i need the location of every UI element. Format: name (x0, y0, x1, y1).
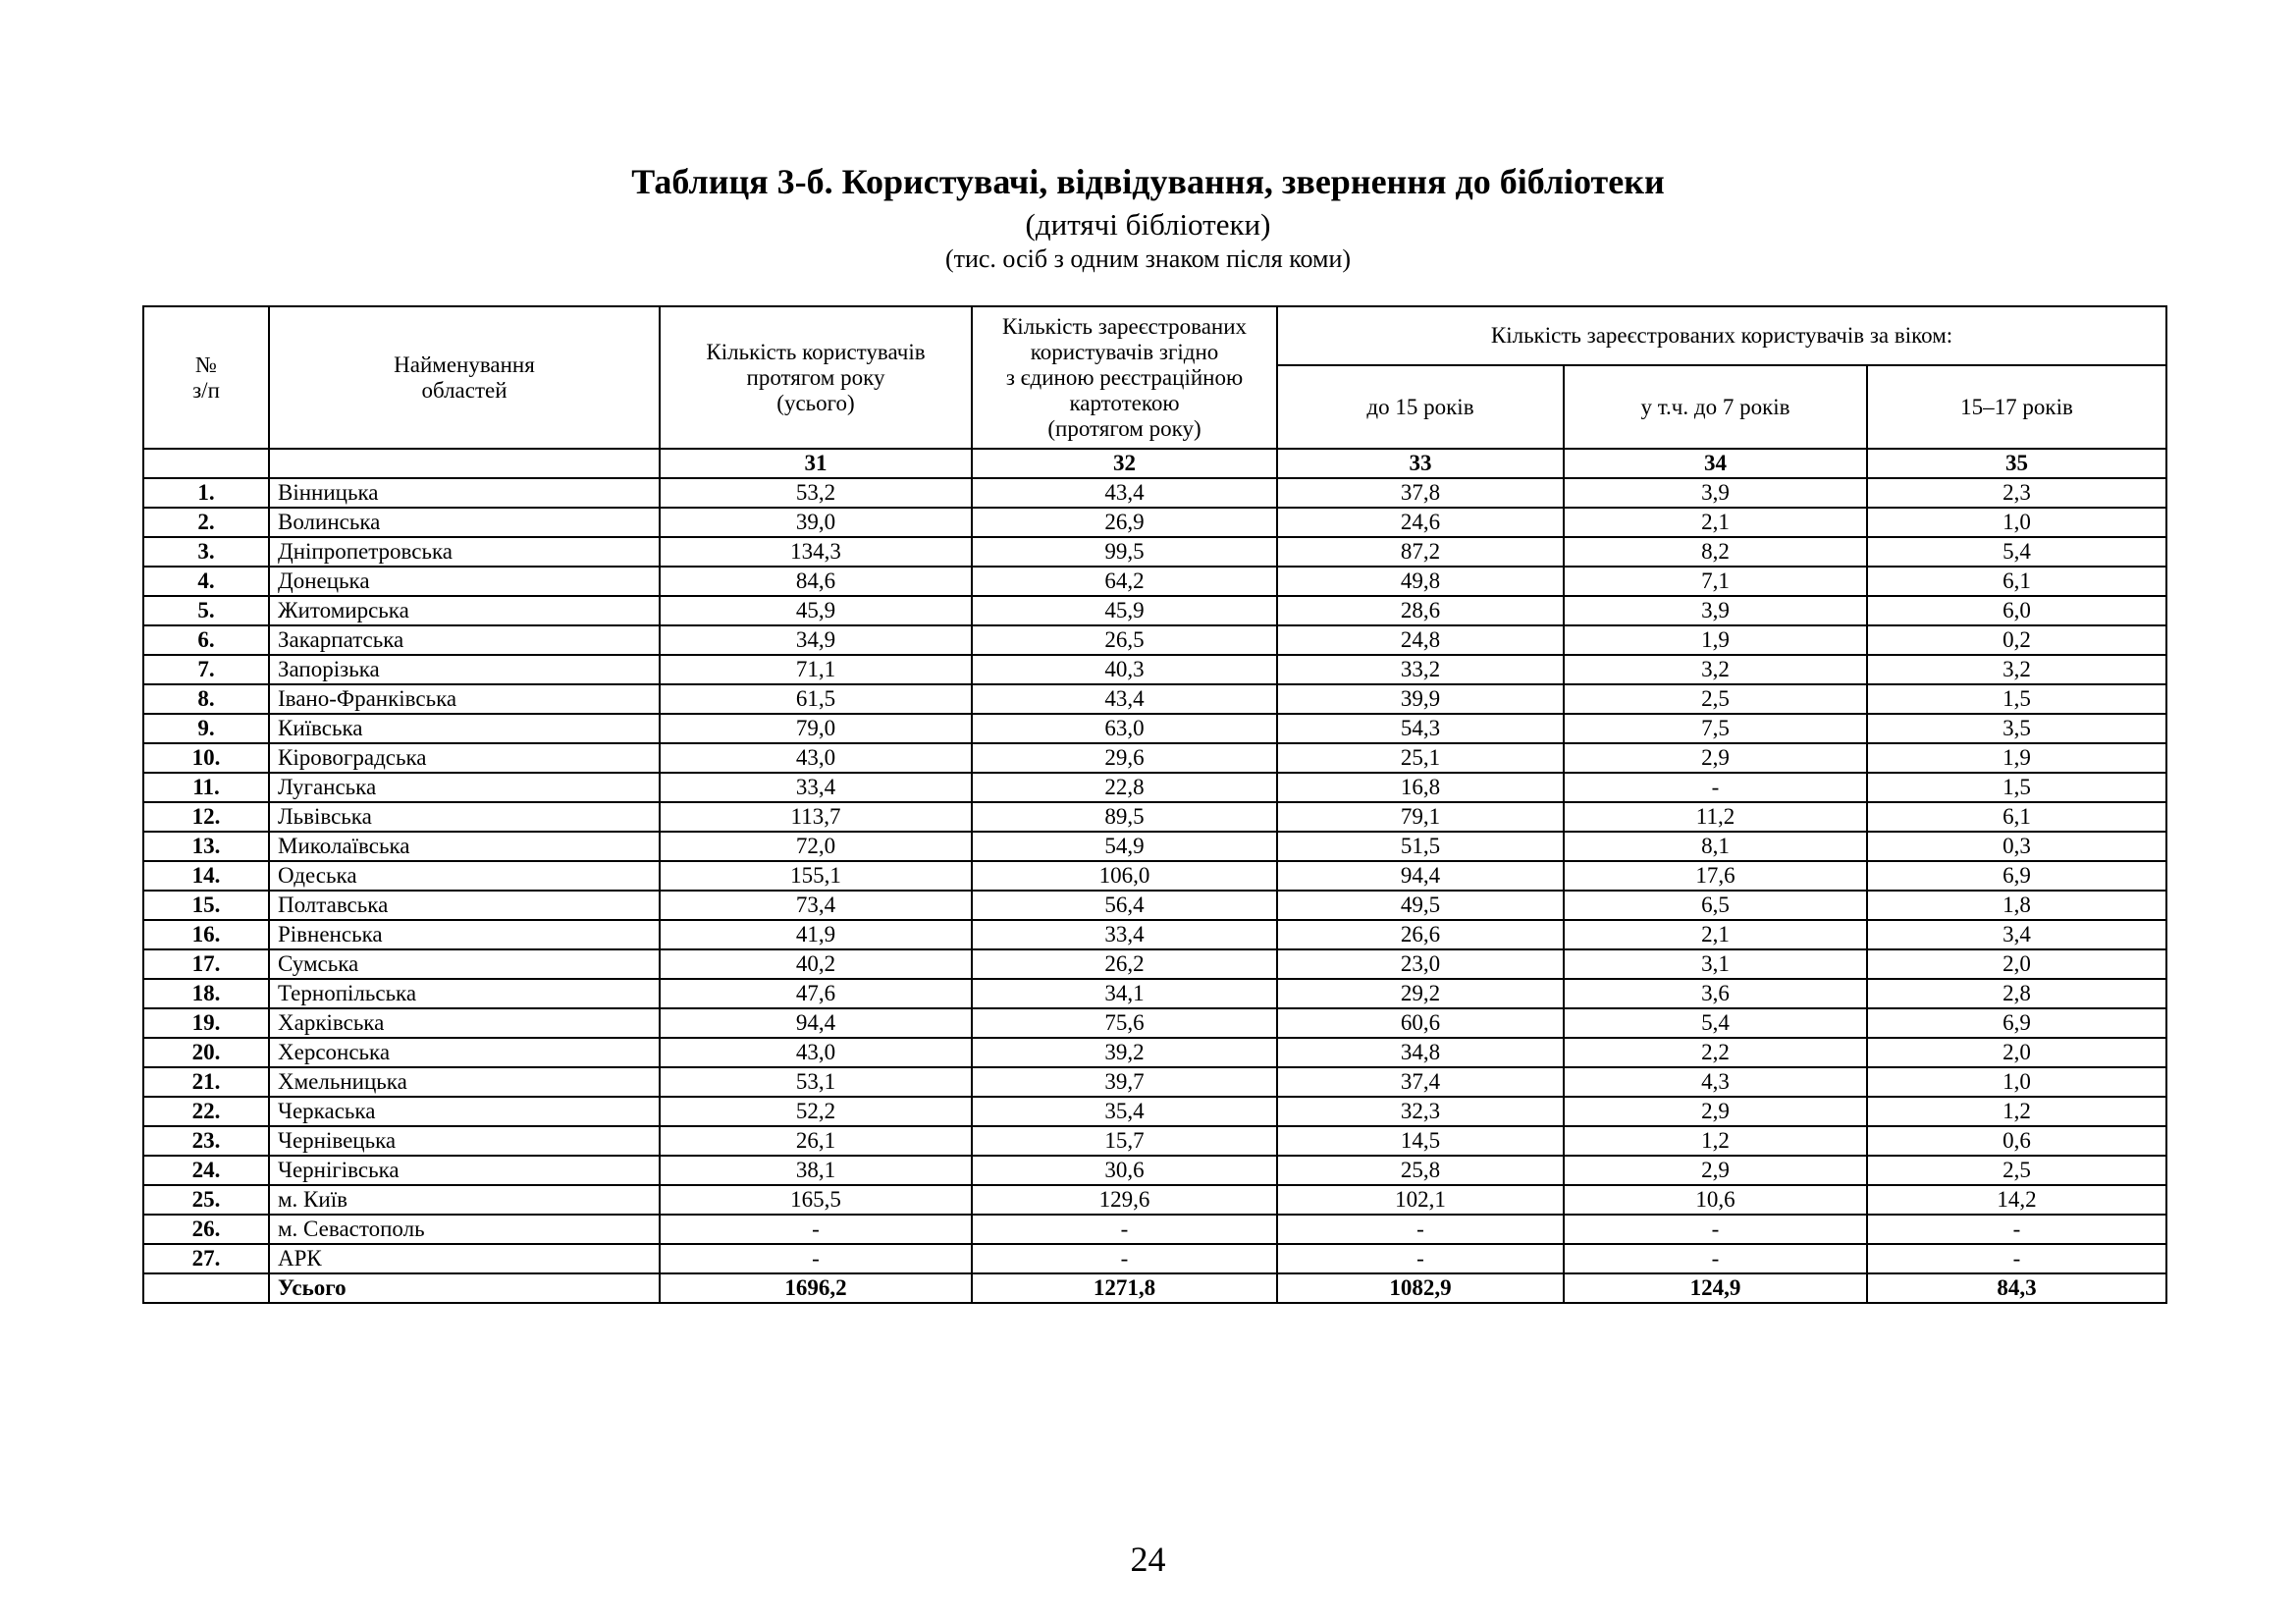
region-name: Полтавська (269, 891, 660, 920)
table-title: Таблиця 3-б. Користувачі, відвідування, звернення до бібліотеки (631, 162, 1665, 201)
value-cell: 72,0 (660, 832, 972, 861)
value-cell: 63,0 (972, 714, 1277, 743)
value-cell: 73,4 (660, 891, 972, 920)
value-cell: 87,2 (1277, 537, 1564, 567)
value-cell: 25,1 (1277, 743, 1564, 773)
value-cell: 2,5 (1867, 1156, 2166, 1185)
table-body (143, 478, 2166, 1303)
value-cell: 6,1 (1867, 802, 2166, 832)
value-cell: 129,6 (972, 1185, 1277, 1215)
region-name: Миколаївська (269, 832, 660, 861)
value-cell: - (1277, 1244, 1564, 1273)
row-number: 10. (143, 743, 269, 773)
region-name: Хмельницька (269, 1067, 660, 1097)
table-row (143, 1038, 2166, 1067)
value-cell: 75,6 (972, 1008, 1277, 1038)
value-cell: 99,5 (972, 537, 1277, 567)
table-row (143, 861, 2166, 891)
value-cell: 3,9 (1564, 478, 1867, 508)
value-cell: 40,3 (972, 655, 1277, 684)
value-cell: 1,5 (1867, 773, 2166, 802)
value-cell: 29,6 (972, 743, 1277, 773)
value-cell: - (1564, 773, 1867, 802)
value-cell: 2,9 (1564, 1156, 1867, 1185)
table-row (143, 949, 2166, 979)
value-cell: 35,4 (972, 1097, 1277, 1126)
value-cell: 3,2 (1867, 655, 2166, 684)
value-cell: 6,1 (1867, 567, 2166, 596)
value-cell: 49,5 (1277, 891, 1564, 920)
value-cell: 0,2 (1867, 625, 2166, 655)
row-number: 8. (143, 684, 269, 714)
value-cell: 45,9 (660, 596, 972, 625)
value-cell: 39,7 (972, 1067, 1277, 1097)
value-cell: 40,2 (660, 949, 972, 979)
value-cell: 14,2 (1867, 1185, 2166, 1215)
column-number: 33 (1277, 449, 1564, 478)
value-cell: 51,5 (1277, 832, 1564, 861)
value-cell: 15,7 (972, 1126, 1277, 1156)
total-row (143, 1273, 2166, 1303)
table-row (143, 625, 2166, 655)
row-number: 22. (143, 1097, 269, 1126)
value-cell: 1,0 (1867, 1067, 2166, 1097)
row-number: 18. (143, 979, 269, 1008)
value-cell: 1696,2 (660, 1273, 972, 1303)
value-cell: 106,0 (972, 861, 1277, 891)
row-number: 4. (143, 567, 269, 596)
value-cell: 3,4 (1867, 920, 2166, 949)
table-row (143, 714, 2166, 743)
value-cell: 25,8 (1277, 1156, 1564, 1185)
value-cell: 0,3 (1867, 832, 2166, 861)
region-name: Черкаська (269, 1097, 660, 1126)
header-users-total: Кількість користувачів протягом року (усього) (660, 306, 972, 449)
table-row (143, 891, 2166, 920)
value-cell: 29,2 (1277, 979, 1564, 1008)
table-row (143, 567, 2166, 596)
value-cell: 8,1 (1564, 832, 1867, 861)
value-cell: 33,4 (660, 773, 972, 802)
value-cell: 1,9 (1867, 743, 2166, 773)
row-number: 9. (143, 714, 269, 743)
value-cell: - (1867, 1244, 2166, 1273)
region-name: Донецька (269, 567, 660, 596)
statistics-table (142, 305, 2167, 1304)
region-name: Тернопільська (269, 979, 660, 1008)
value-cell: 1271,8 (972, 1273, 1277, 1303)
value-cell: 89,5 (972, 802, 1277, 832)
value-cell: 43,4 (972, 684, 1277, 714)
value-cell: 53,1 (660, 1067, 972, 1097)
value-cell: 49,8 (1277, 567, 1564, 596)
column-number: 31 (660, 449, 972, 478)
row-number: 3. (143, 537, 269, 567)
value-cell: - (1867, 1215, 2166, 1244)
value-cell: 24,6 (1277, 508, 1564, 537)
row-number: 25. (143, 1185, 269, 1215)
value-cell: 26,9 (972, 508, 1277, 537)
value-cell: 84,6 (660, 567, 972, 596)
row-number: 7. (143, 655, 269, 684)
region-name: Вінницька (269, 478, 660, 508)
value-cell: 102,1 (1277, 1185, 1564, 1215)
table-row (143, 773, 2166, 802)
region-name: Волинська (269, 508, 660, 537)
table-row (143, 1097, 2166, 1126)
value-cell: 45,9 (972, 596, 1277, 625)
region-name: Харківська (269, 1008, 660, 1038)
table-row (143, 920, 2166, 949)
value-cell: 34,1 (972, 979, 1277, 1008)
region-name: Чернівецька (269, 1126, 660, 1156)
value-cell: 39,2 (972, 1038, 1277, 1067)
region-name: Херсонська (269, 1038, 660, 1067)
column-number-blank (143, 449, 269, 478)
region-name: м. Севастополь (269, 1215, 660, 1244)
value-cell: 2,9 (1564, 1097, 1867, 1126)
value-cell: 79,0 (660, 714, 972, 743)
value-cell: 64,2 (972, 567, 1277, 596)
value-cell: 1,2 (1564, 1126, 1867, 1156)
header-under-7: у т.ч. до 7 років (1564, 365, 1867, 449)
row-number: 21. (143, 1067, 269, 1097)
value-cell: 47,6 (660, 979, 972, 1008)
value-cell: 26,5 (972, 625, 1277, 655)
value-cell: 2,0 (1867, 949, 2166, 979)
row-number: 11. (143, 773, 269, 802)
row-number: 17. (143, 949, 269, 979)
header-15-17: 15–17 років (1867, 365, 2166, 449)
value-cell: 33,4 (972, 920, 1277, 949)
region-name: Кіровоградська (269, 743, 660, 773)
table-row (143, 1008, 2166, 1038)
value-cell: 30,6 (972, 1156, 1277, 1185)
row-number: 15. (143, 891, 269, 920)
row-number: 6. (143, 625, 269, 655)
row-number: 12. (143, 802, 269, 832)
region-name: м. Київ (269, 1185, 660, 1215)
region-name: Дніпропетровська (269, 537, 660, 567)
row-number: 13. (143, 832, 269, 861)
table-row (143, 832, 2166, 861)
region-name: Рівненська (269, 920, 660, 949)
value-cell: 17,6 (1564, 861, 1867, 891)
header-under-15: до 15 років (1277, 365, 1564, 449)
value-cell: 2,2 (1564, 1038, 1867, 1067)
value-cell: 10,6 (1564, 1185, 1867, 1215)
row-number: 23. (143, 1126, 269, 1156)
table-row (143, 1067, 2166, 1097)
region-name: Київська (269, 714, 660, 743)
value-cell: 3,9 (1564, 596, 1867, 625)
region-name: Чернігівська (269, 1156, 660, 1185)
value-cell: 39,9 (1277, 684, 1564, 714)
value-cell: 11,2 (1564, 802, 1867, 832)
row-number: 24. (143, 1156, 269, 1185)
table-row (143, 743, 2166, 773)
column-number: 34 (1564, 449, 1867, 478)
value-cell: 61,5 (660, 684, 972, 714)
header-number: № з/п (143, 306, 269, 449)
value-cell: - (1564, 1215, 1867, 1244)
row-number: 5. (143, 596, 269, 625)
value-cell: 6,9 (1867, 1008, 2166, 1038)
value-cell: 6,5 (1564, 891, 1867, 920)
value-cell: 124,9 (1564, 1273, 1867, 1303)
row-number: 1. (143, 478, 269, 508)
table-row (143, 596, 2166, 625)
header-region: Найменування областей (269, 306, 660, 449)
table-row (143, 802, 2166, 832)
region-name: АРК (269, 1244, 660, 1273)
value-cell: 84,3 (1867, 1273, 2166, 1303)
value-cell: 26,2 (972, 949, 1277, 979)
row-number (143, 1273, 269, 1303)
value-cell: 1,5 (1867, 684, 2166, 714)
row-number: 2. (143, 508, 269, 537)
value-cell: - (660, 1244, 972, 1273)
value-cell: 1082,9 (1277, 1273, 1564, 1303)
value-cell: 43,0 (660, 743, 972, 773)
value-cell: 22,8 (972, 773, 1277, 802)
value-cell: 1,9 (1564, 625, 1867, 655)
region-name: Львівська (269, 802, 660, 832)
value-cell: 34,9 (660, 625, 972, 655)
row-number: 19. (143, 1008, 269, 1038)
header-registered-unified: Кількість зареєстрованих користувачів згідно з єдиною реєстраційною картотекою (протягом року) (972, 306, 1277, 449)
value-cell: 79,1 (1277, 802, 1564, 832)
value-cell: 2,8 (1867, 979, 2166, 1008)
table-row (143, 1185, 2166, 1215)
value-cell: 2,9 (1564, 743, 1867, 773)
value-cell: 37,4 (1277, 1067, 1564, 1097)
value-cell: 155,1 (660, 861, 972, 891)
value-cell: - (660, 1215, 972, 1244)
value-cell: 52,2 (660, 1097, 972, 1126)
table-row (143, 655, 2166, 684)
value-cell: 1,0 (1867, 508, 2166, 537)
column-number: 35 (1867, 449, 2166, 478)
value-cell: - (972, 1215, 1277, 1244)
row-number: 27. (143, 1244, 269, 1273)
value-cell: 94,4 (1277, 861, 1564, 891)
value-cell: 14,5 (1277, 1126, 1564, 1156)
value-cell: 39,0 (660, 508, 972, 537)
region-name: Закарпатська (269, 625, 660, 655)
value-cell: 54,3 (1277, 714, 1564, 743)
value-cell: 2,3 (1867, 478, 2166, 508)
value-cell: 26,1 (660, 1126, 972, 1156)
value-cell: 41,9 (660, 920, 972, 949)
value-cell: 2,1 (1564, 920, 1867, 949)
region-name: Житомирська (269, 596, 660, 625)
value-cell: 37,8 (1277, 478, 1564, 508)
value-cell: 3,2 (1564, 655, 1867, 684)
region-name: Усього (269, 1273, 660, 1303)
value-cell: 2,1 (1564, 508, 1867, 537)
region-name: Одеська (269, 861, 660, 891)
table-row (143, 1126, 2166, 1156)
value-cell: 1,8 (1867, 891, 2166, 920)
value-cell: 16,8 (1277, 773, 1564, 802)
value-cell: 7,5 (1564, 714, 1867, 743)
table-row (143, 508, 2166, 537)
value-cell: 53,2 (660, 478, 972, 508)
value-cell: 32,3 (1277, 1097, 1564, 1126)
value-cell: 26,6 (1277, 920, 1564, 949)
value-cell: 2,0 (1867, 1038, 2166, 1067)
table-row (143, 1156, 2166, 1185)
value-cell: 113,7 (660, 802, 972, 832)
table-row (143, 537, 2166, 567)
column-number-blank (269, 449, 660, 478)
value-cell: 5,4 (1867, 537, 2166, 567)
value-cell: 1,2 (1867, 1097, 2166, 1126)
region-name: Запорізька (269, 655, 660, 684)
value-cell: 54,9 (972, 832, 1277, 861)
value-cell: 56,4 (972, 891, 1277, 920)
value-cell: 5,4 (1564, 1008, 1867, 1038)
value-cell: 134,3 (660, 537, 972, 567)
value-cell: 165,5 (660, 1185, 972, 1215)
value-cell: - (1564, 1244, 1867, 1273)
value-cell: 43,4 (972, 478, 1277, 508)
row-number: 16. (143, 920, 269, 949)
table-row (143, 979, 2166, 1008)
row-number: 20. (143, 1038, 269, 1067)
value-cell: 28,6 (1277, 596, 1564, 625)
table-row (143, 1244, 2166, 1273)
region-name: Сумська (269, 949, 660, 979)
table-subtitle: (дитячі бібліотеки) (1025, 207, 1271, 242)
value-cell: 23,0 (1277, 949, 1564, 979)
value-cell: 8,2 (1564, 537, 1867, 567)
value-cell: 34,8 (1277, 1038, 1564, 1067)
value-cell: 7,1 (1564, 567, 1867, 596)
value-cell: 3,6 (1564, 979, 1867, 1008)
value-cell: 6,9 (1867, 861, 2166, 891)
value-cell: 94,4 (660, 1008, 972, 1038)
column-number: 32 (972, 449, 1277, 478)
value-cell: 2,5 (1564, 684, 1867, 714)
page-number: 24 (1130, 1540, 1166, 1579)
header-by-age-group: Кількість зареєстрованих користувачів за віком: (1277, 306, 2166, 365)
region-name: Івано-Франківська (269, 684, 660, 714)
value-cell: 6,0 (1867, 596, 2166, 625)
row-number: 14. (143, 861, 269, 891)
value-cell: 38,1 (660, 1156, 972, 1185)
region-name: Луганська (269, 773, 660, 802)
value-cell: 60,6 (1277, 1008, 1564, 1038)
value-cell: 3,5 (1867, 714, 2166, 743)
value-cell: - (1277, 1215, 1564, 1244)
value-cell: 43,0 (660, 1038, 972, 1067)
table-row (143, 478, 2166, 508)
value-cell: 33,2 (1277, 655, 1564, 684)
table-row (143, 684, 2166, 714)
row-number: 26. (143, 1215, 269, 1244)
value-cell: 4,3 (1564, 1067, 1867, 1097)
value-cell: 3,1 (1564, 949, 1867, 979)
value-cell: 71,1 (660, 655, 972, 684)
value-cell: 0,6 (1867, 1126, 2166, 1156)
units-note: (тис. осіб з одним знаком після коми) (944, 244, 1352, 273)
value-cell: 24,8 (1277, 625, 1564, 655)
table-row (143, 1215, 2166, 1244)
value-cell: - (972, 1244, 1277, 1273)
